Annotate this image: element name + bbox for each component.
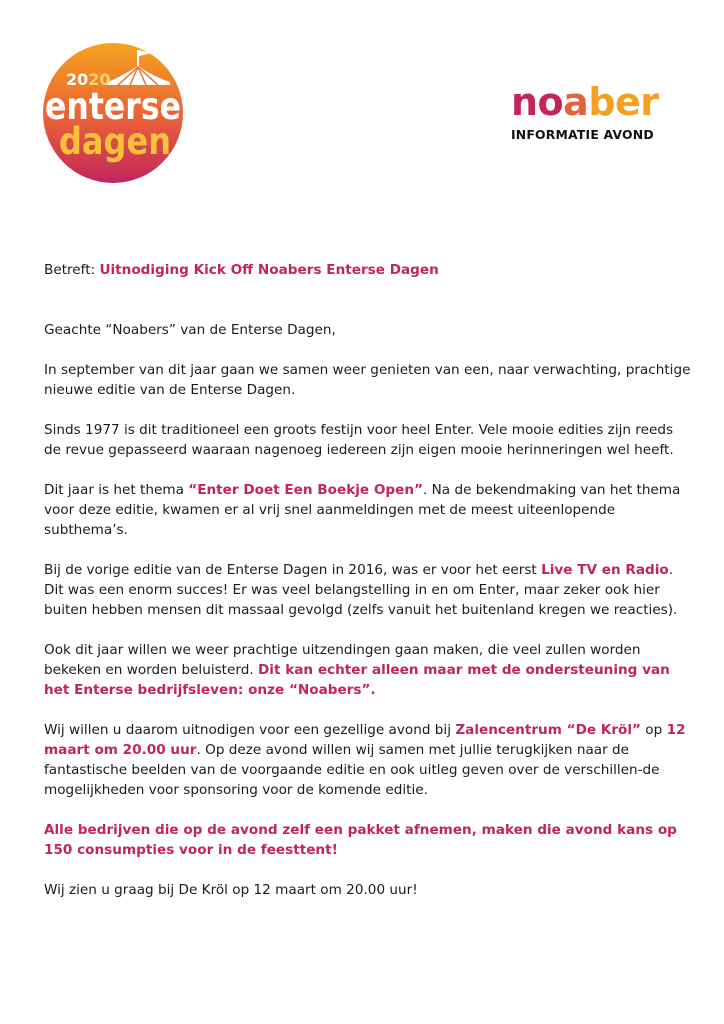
closing-line: Wij zien u graag bij De Kröl op 12 maart om 20.00 uur! [44,882,418,898]
subject-line: Betreft: Uitnodiging Kick Off Noabers Enterse Dagen [44,262,439,278]
date-highlight: 12 maart om 20.00 uur [44,722,686,758]
noaber-subtitle: INFORMATIE AVOND [511,127,654,142]
noaber-wordmark: noaber [511,80,659,124]
enterse-dagen-logo [42,42,184,184]
paragraph-3: Dit jaar is het thema “Enter Doet Een Boekje Open”. Na de bekendmaking van het thema voor deze editie, kwamen er al vrij snel aanmeldingen met de meest uiteenlopende subthema’s. [44,482,681,538]
paragraph-1: In september van dit jaar gaan we samen weer genieten van een, naar verwachting, prachtige nieuwe editie van de Enterse Dagen. [44,362,691,398]
live-tv-highlight: Live TV en Radio [541,562,669,578]
paragraph-6: Wij willen u daarom uitnodigen voor een gezellige avond bij Zalencentrum “De Kröl” op 12 maart om 20.00 uur. Op deze avond willen wij samen met jullie terugkijken naar de fantastische beelden van de voorgaande editie en ook uitleg geven over de verschillen-de mogelijkheden voor sponsoring voor de komende editie. [44,722,686,798]
noaber-logo [511,80,686,142]
paragraph-5: Ook dit jaar willen we weer prachtige uitzendingen gaan maken, die veel zullen worden bekeken en worden beluisterd. Dit kan echter alleen maar met de ondersteuning van het Enterse bedrijfsleven: onze “Noabers”. [44,642,670,698]
salutation: Geachte “Noabers” van de Enterse Dagen, [44,322,336,338]
logo-line1: enterse [45,85,181,128]
logo-line2: dagen [59,120,171,163]
logo-year: 2020 [66,70,111,89]
support-highlight: Dit kan echter alleen maar met de ondersteuning van het Enterse bedrijfsleven: onze “Noabers”. [44,662,670,698]
letter-body [44,260,694,920]
theme-highlight: “Enter Doet Een Boekje Open” [188,482,423,498]
subject-text: Uitnodiging Kick Off Noabers Enterse Dagen [99,262,439,278]
venue-highlight: Zalencentrum “De Kröl” [455,722,641,738]
paragraph-4: Bij de vorige editie van de Enterse Dagen in 2016, was er voor het eerst Live TV en Radio. Dit was een enorm succes! Er was veel belangstelling in en om Enter, maar zeker ook hier buiten hebben mensen dit massaal gevolgd (zelfs vanuit het buitenland kregen we reacties). [44,562,678,618]
paragraph-7: Alle bedrijven die op de avond zelf een pakket afnemen, maken die avond kans op 150 consumpties voor in de feesttent! [44,822,677,858]
paragraph-2: Sinds 1977 is dit traditioneel een groots festijn voor heel Enter. Vele mooie edities zijn reeds de revue gepasseerd waaraan nagenoeg iedereen zijn eigen mooie herinneringen wel heeft. [44,422,674,458]
